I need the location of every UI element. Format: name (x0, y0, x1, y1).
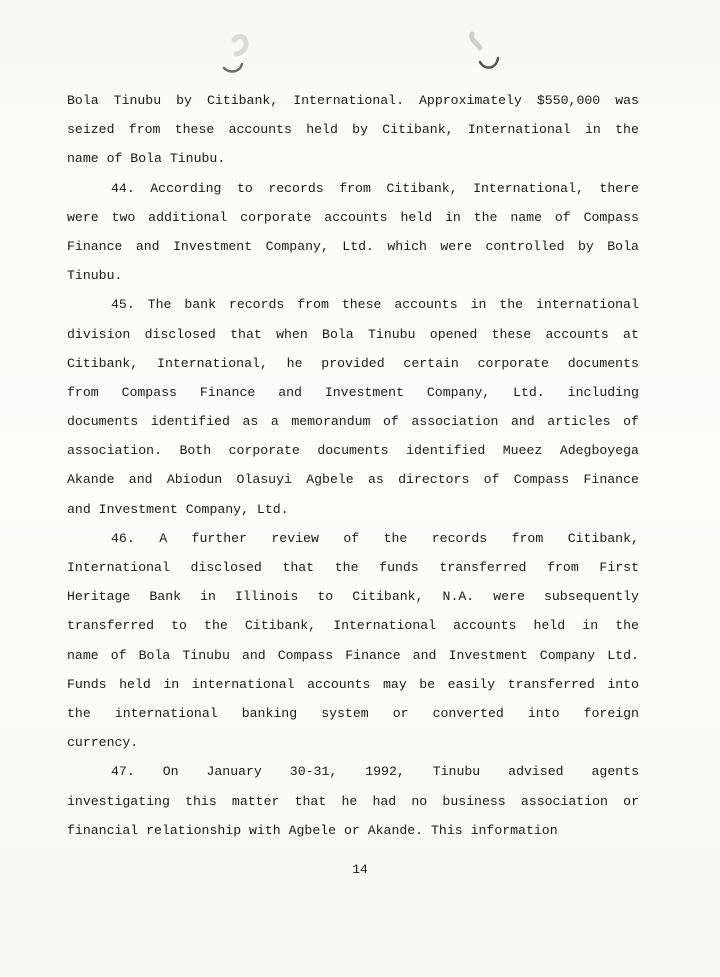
paragraph (67, 290, 639, 524)
punch-hole-mark-left (216, 28, 252, 74)
paragraph (67, 524, 639, 758)
text-line: 44. According to records from Citibank, International, there (111, 180, 639, 196)
text-line: were two additional corporate accounts held in the name of Compass (67, 209, 639, 225)
text-line: from Compass Finance and Investment Company, Ltd. including (67, 384, 639, 400)
text-line: International disclosed that the funds transferred from First (67, 560, 639, 575)
text-line: transferred to the Citibank, International accounts held in the (67, 618, 639, 634)
text-line: Citibank, International, he provided certain corporate documents (67, 355, 639, 371)
text-line: name of Bola Tinubu. (67, 151, 226, 167)
text-line: division disclosed that when Bola Tinubu opened these accounts at (67, 326, 639, 342)
text-line: name of Bola Tinubu and Compass Finance and Investment Company Ltd. (67, 647, 639, 663)
text-line: investigating this matter that he had no business association or (67, 793, 639, 809)
text-line: the international banking system or converted into foreign (67, 705, 639, 721)
page-number: 14 (352, 862, 368, 877)
paragraph (67, 757, 639, 845)
text-line: Funds held in international accounts may be easily transferred into (67, 676, 639, 692)
text-line: documents identified as a memorandum of association and articles of (67, 414, 639, 430)
text-line: 45. The bank records from these accounts in the international (111, 297, 639, 313)
text-line: seized from these accounts held by Citibank, International in the (67, 122, 639, 138)
punch-hole-mark-right (466, 26, 502, 72)
text-line: Tinubu. (67, 268, 123, 284)
text-line: Bola Tinubu by Citibank, International. Approximately $550,000 was (67, 93, 639, 108)
text-line: currency. (67, 735, 139, 751)
text-line: and Investment Company, Ltd. (67, 501, 289, 517)
text-line: association. Both corporate documents identified Mueez Adegboyega (67, 443, 639, 459)
paragraph (67, 174, 639, 291)
text-line: Akande and Abiodun Olasuyi Agbele as directors of Compass Finance (67, 472, 639, 488)
text-line: Heritage Bank in Illinois to Citibank, N.A. were subsequently (67, 589, 639, 605)
text-line: financial relationship with Agbele or Akande. This information (67, 822, 558, 838)
paragraph (67, 86, 639, 174)
text-line: Finance and Investment Company, Ltd. which were controlled by Bola (67, 238, 639, 254)
text-line: 47. On January 30-31, 1992, Tinubu advised agents (111, 764, 639, 780)
text-line: 46. A further review of the records from Citibank, (111, 530, 639, 546)
document-body-text (67, 86, 639, 845)
